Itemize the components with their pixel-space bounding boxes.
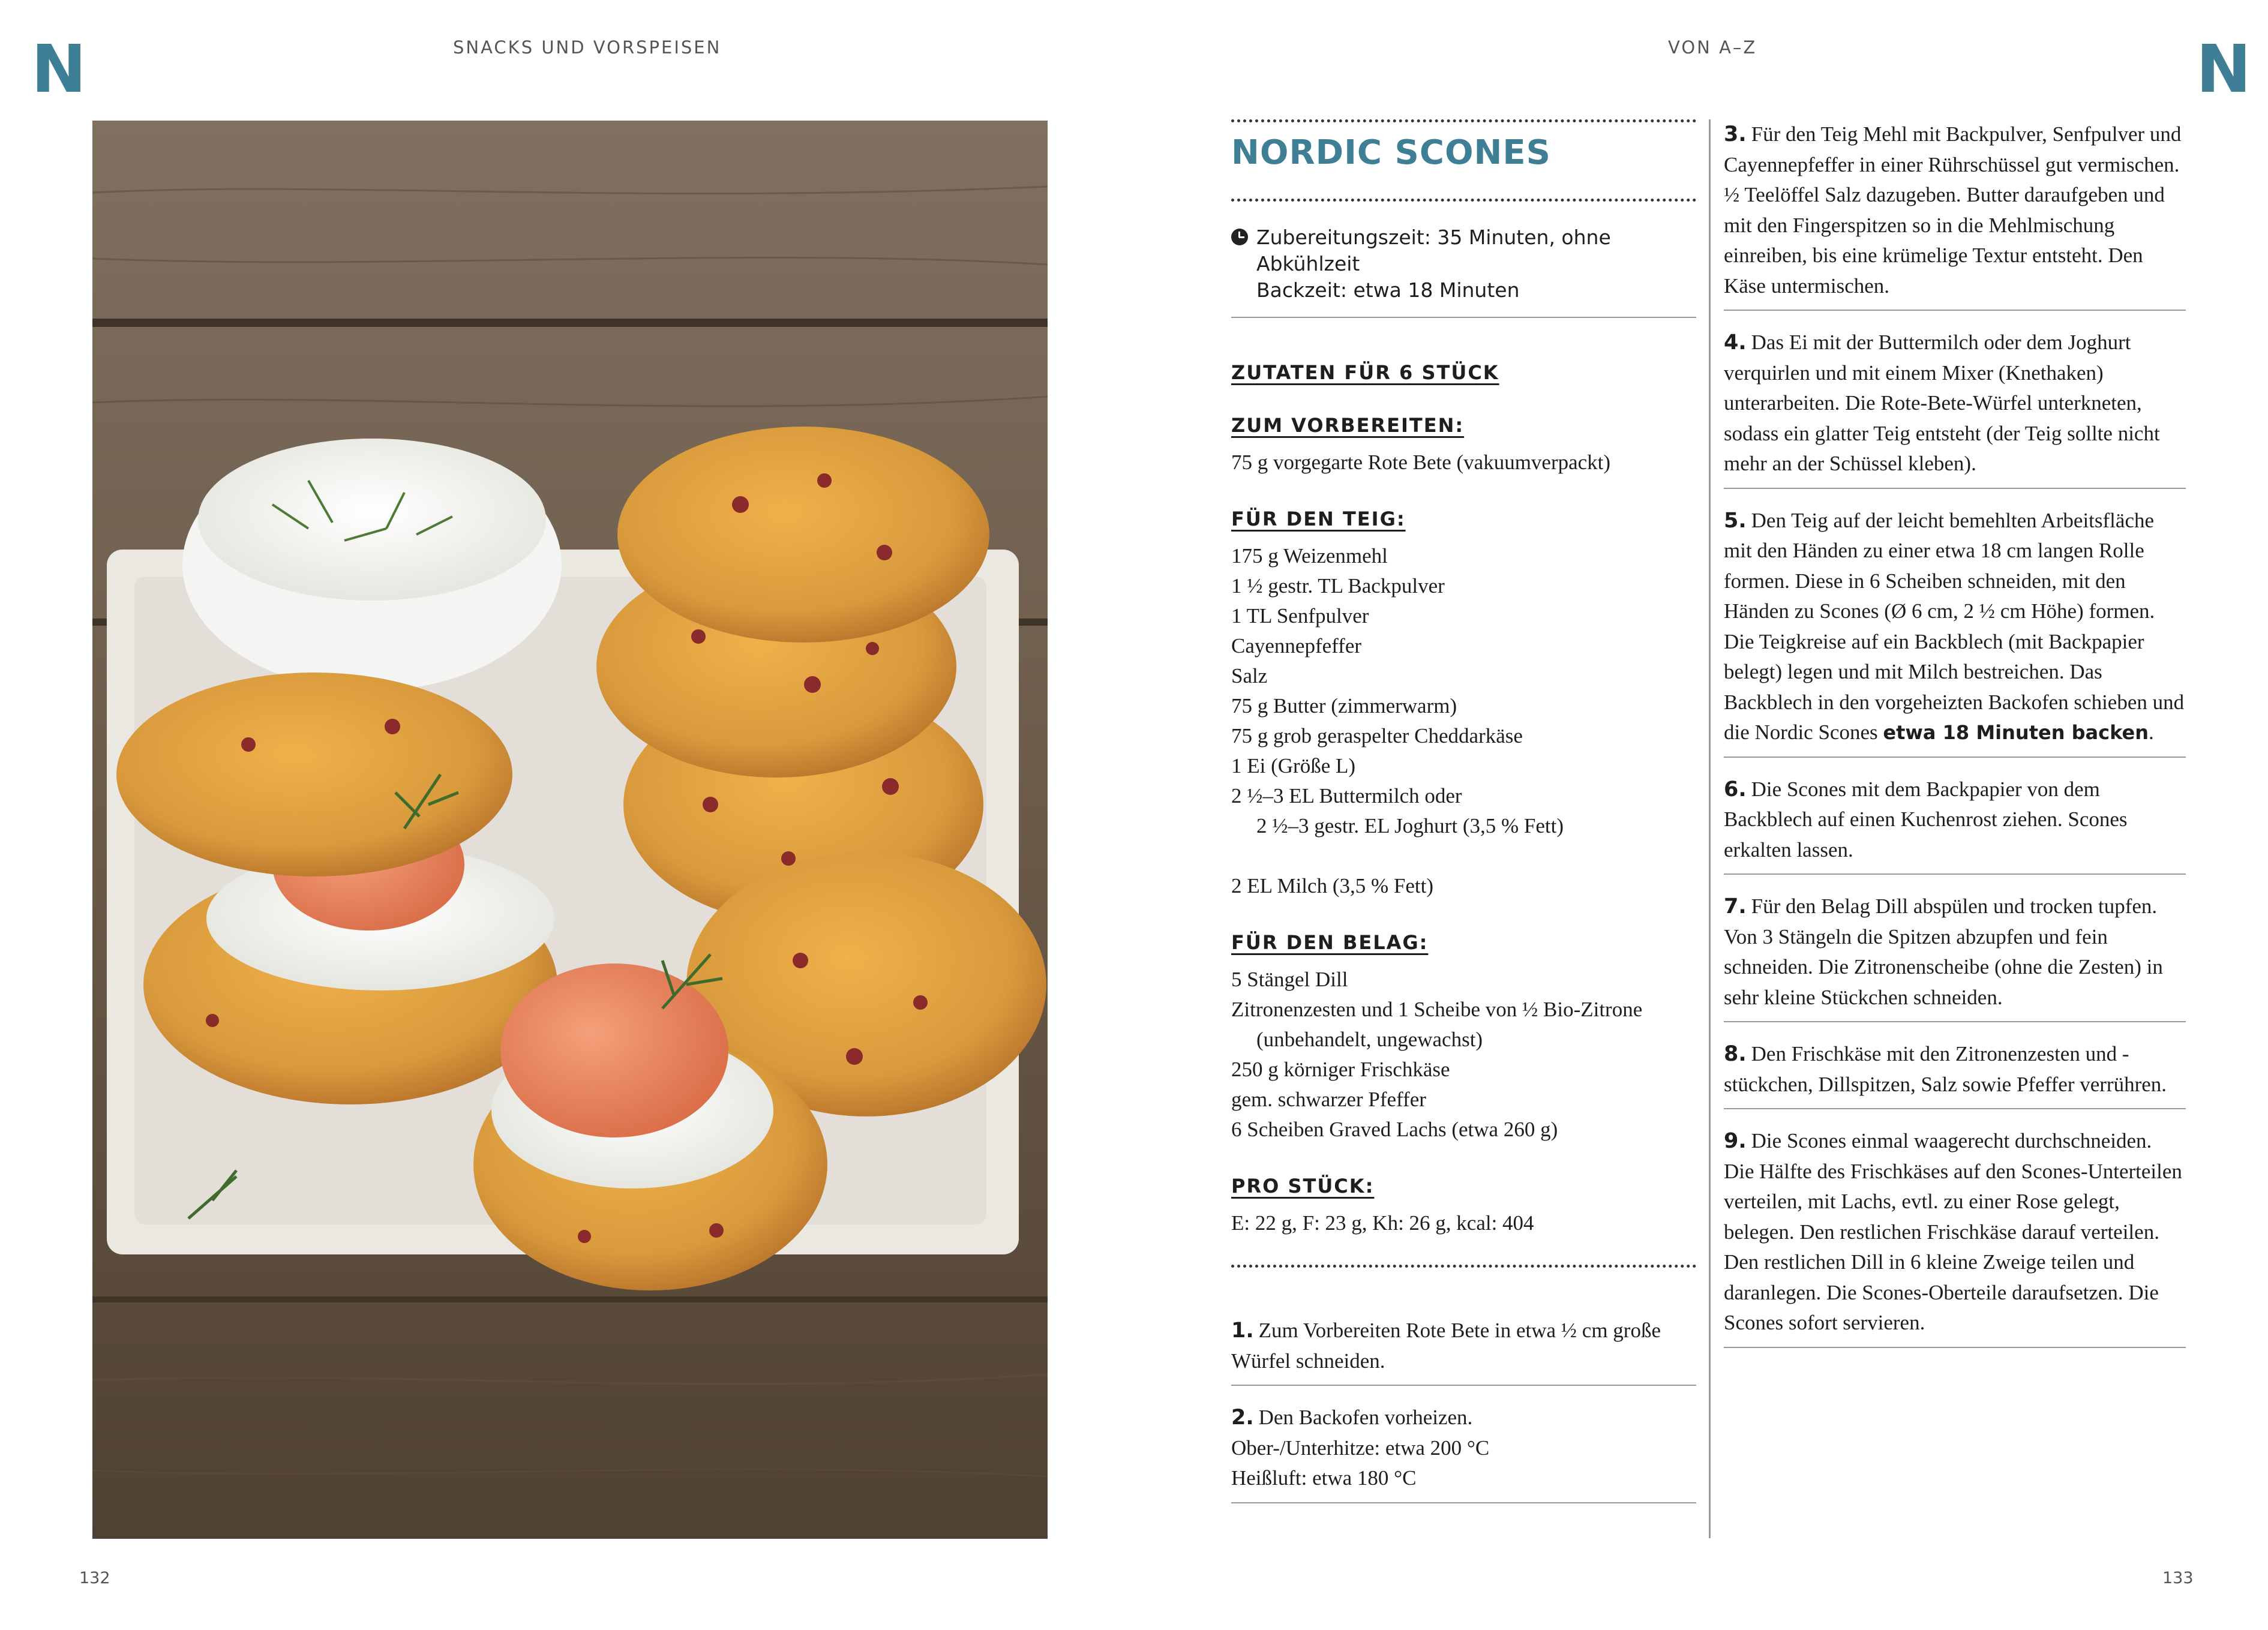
running-head-right: VON A–Z: [1668, 37, 1757, 58]
time-info: [1231, 224, 1696, 304]
ingredient: Salz: [1231, 664, 1268, 688]
recipe-title: NORDIC SCONES: [1231, 133, 1551, 172]
step-text: Für den Belag Dill abspülen und trocken tupfen. Von 3 Stängeln die Spitzen abzupfen und fein schneiden. Die Zitronenscheibe (ohne die Zesten) in sehr kleine Stückchen schneiden.: [1724, 894, 2163, 1009]
section-letter-left: N: [31, 31, 87, 107]
step-number: 3.: [1724, 122, 1747, 146]
ingredient: 1 TL Senfpulver: [1231, 604, 1369, 628]
page-number-right: 133: [2162, 1569, 2194, 1587]
step-number: 6.: [1724, 777, 1747, 802]
step-text: Zum Vorbereiten Rote Bete in etwa ½ cm große Würfel schneiden.: [1231, 1319, 1661, 1373]
recipe-column-right: [1724, 119, 2186, 1348]
ingredient: 175 g Weizenmehl: [1231, 544, 1388, 568]
step: [1724, 1022, 2186, 1109]
ingredient: 2 ½–3 gestr. EL Joghurt (3,5 % Fett): [1256, 814, 1564, 837]
step-number: 5.: [1724, 508, 1747, 533]
step: [1231, 1294, 1696, 1386]
step: [1724, 875, 2186, 1022]
step: [1231, 1386, 1696, 1503]
step-number: 9.: [1724, 1129, 1747, 1153]
page-number-left: 132: [79, 1569, 110, 1587]
section-heading: ZUM VORBEREITEN:: [1231, 414, 1465, 437]
step-emphasis: etwa 18 Minuten backen: [1883, 721, 2149, 744]
ingredient: 250 g körniger Frischkäse: [1231, 1058, 1450, 1081]
ingredient: 6 Scheiben Graved Lachs (etwa 260 g): [1231, 1118, 1558, 1141]
step-number: 4.: [1724, 331, 1747, 355]
step-text: Heißluft: etwa 180 °C: [1231, 1466, 1417, 1490]
dotted-rule: [1231, 119, 1696, 122]
ingredient: Cayennepfeffer: [1231, 634, 1362, 658]
nutrition-heading: PRO STÜCK:: [1231, 1175, 1375, 1197]
prep-time: Zubereitungszeit: 35 Minuten, ohne Abkühlzeit: [1256, 226, 1611, 275]
ingredient: 75 g vorgegarte Rote Bete (vakuumverpackt): [1231, 451, 1611, 474]
recipe-column-left: [1231, 119, 1696, 1503]
divider: [1231, 317, 1696, 318]
step: [1724, 489, 2186, 758]
step: [1724, 311, 2186, 489]
dotted-rule: [1231, 199, 1696, 202]
section-letter-right: N: [2196, 31, 2252, 107]
bake-time: Backzeit: etwa 18 Minuten: [1256, 278, 1520, 302]
step-text: Den Teig auf der leicht bemehlten Arbeitsfläche mit den Händen zu einer etwa 18 cm langen Rolle formen. Diese in 6 Scheiben schneiden, mit den Händen zu Scones (Ø 6 cm, 2 ½ cm Höhe) formen. Die Teigkreise auf ein Backblech (mit Backpapier belegt) legen und mit Milch bestreichen. Das Backblech in den vorgeheizten Backofen schieben und die Nordic Scones: [1724, 508, 2185, 744]
running-head-left: SNACKS UND VORSPEISEN: [453, 37, 722, 58]
step-text: Das Ei mit der Buttermilch oder dem Joghurt verquirlen und mit einem Mixer (Knethaken) unterarbeiten. Die Rote-Bete-Würfel unterkneten, sodass ein glatter Teig entsteht (der Teig sollte nicht mehr an der Schüssel kleben).: [1724, 331, 2160, 475]
step-text: Ober-/Unterhitze: etwa 200 °C: [1231, 1436, 1490, 1460]
ingredient: 2 ½–3 EL Buttermilch oder: [1231, 784, 1462, 808]
recipe-photo: [92, 121, 1048, 1539]
step: [1724, 758, 2186, 875]
step-text: Den Frischkäse mit den Zitronenzesten und -stückchen, Dillspitzen, Salz sowie Pfeffer verrühren.: [1724, 1042, 2167, 1096]
dotted-rule: [1231, 1265, 1696, 1268]
ingredient: 1 Ei (Größe L): [1231, 754, 1356, 778]
recipe-photo-illustration: [92, 121, 1048, 1539]
step-number: 8.: [1724, 1042, 1747, 1066]
step-number: 2.: [1231, 1406, 1254, 1430]
nutrition-values: E: 22 g, F: 23 g, Kh: 26 g, kcal: 404: [1231, 1211, 1534, 1235]
step-text-end: .: [2149, 721, 2154, 744]
ingredient: 75 g grob geraspelter Cheddarkäse: [1231, 724, 1523, 748]
step-text: Die Scones einmal waagerecht durchschneiden. Die Hälfte des Frischkäses auf den Scones-Unterteilen verteilen, mit Lachs, evtl. zu einer Rose gelegt, belegen. Den restlichen Frischkäse darauf verteilen. Den restlichen Dill in 6 kleine Zweige teilen und daranlegen. Die Scones-Oberteile daraufsetzen. Die Scones sofort servieren.: [1724, 1129, 2182, 1334]
section-heading: FÜR DEN TEIG:: [1231, 508, 1406, 530]
ingredient: 2 EL Milch (3,5 % Fett): [1231, 874, 1433, 897]
step-number: 7.: [1724, 894, 1747, 918]
section-heading: FÜR DEN BELAG:: [1231, 931, 1429, 954]
step-number: 1.: [1231, 1319, 1254, 1343]
step-text: Für den Teig Mehl mit Backpulver, Senfpulver und Cayennepfeffer in einer Rührschüssel gut vermischen. ½ Teelöffel Salz dazugeben. Butter daraufgeben und mit den Fingerspitzen so in die Mehlmischung einreiben, bis eine krümelige Textur entsteht. Den Käse untermischen.: [1724, 122, 2182, 298]
ingredient: 5 Stängel Dill: [1231, 968, 1348, 991]
clock-icon: [1231, 229, 1248, 245]
ingredient: Zitronenzesten und 1 Scheibe von ½ Bio-Zitrone: [1231, 998, 1643, 1021]
step: [1724, 1109, 2186, 1348]
yield-heading: ZUTATEN FÜR 6 STÜCK: [1231, 361, 1499, 384]
ingredient: (unbehandelt, ungewachst): [1256, 1028, 1483, 1051]
step-text: Den Backofen vorheizen.: [1258, 1406, 1473, 1429]
ingredient: 1 ½ gestr. TL Backpulver: [1231, 574, 1445, 598]
ingredient: 75 g Butter (zimmerwarm): [1231, 694, 1457, 718]
ingredient: gem. schwarzer Pfeffer: [1231, 1088, 1426, 1111]
column-divider: [1709, 119, 1711, 1538]
step-text: Die Scones mit dem Backpapier von dem Backblech auf einen Kuchenrost ziehen. Scones erkalten lassen.: [1724, 777, 2128, 861]
step: [1724, 119, 2186, 311]
